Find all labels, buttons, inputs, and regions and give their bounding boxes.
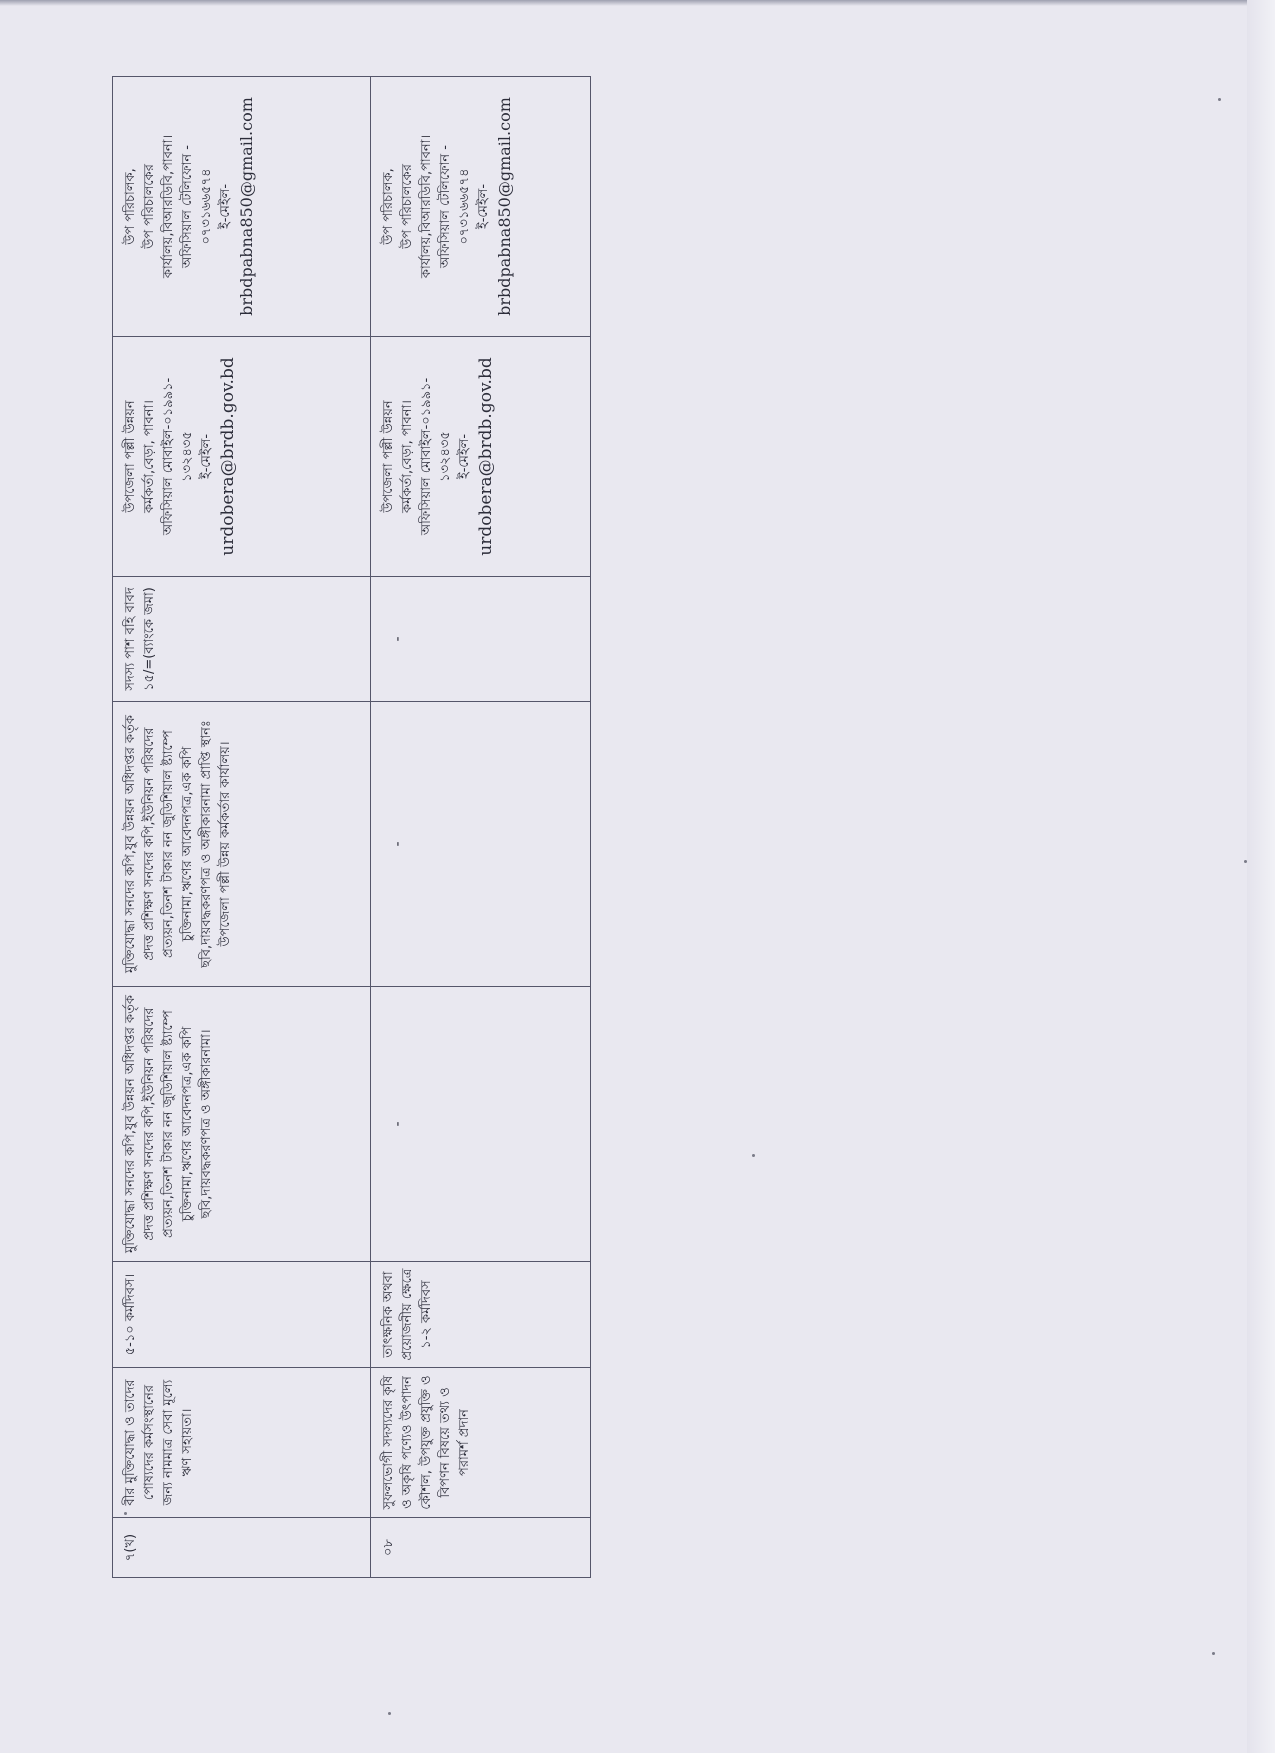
time-cell: তাৎক্ষনিক অথবা প্রয়োজনীয় ক্ষেত্রে ১-২ কর্মদিবস [371, 1262, 591, 1368]
appeal-email: brbdpabna850@gmail.com [237, 97, 256, 316]
serial-cell: ৭(খ) [113, 1518, 371, 1578]
scan-speck [124, 1512, 127, 1515]
appeal-line: কার্যালয়,বিআরডিবি,পাবনা। [419, 134, 434, 279]
appeal-cell [113, 77, 371, 337]
appeal-line: উপ পরিচালক, [123, 168, 138, 245]
officer-cell [113, 337, 371, 577]
officer-email: urdobera@brdb.gov.bd [476, 357, 496, 556]
appeal-line: ই-মেইল- [476, 183, 491, 230]
appeal-line: ই-মেইল- [218, 183, 233, 230]
officer-cell [371, 337, 591, 577]
appeal-line: উপ পরিচালকের [142, 164, 157, 249]
appeal-line: কার্যালয়,বিআরডিবি,পাবনা। [161, 134, 176, 279]
officer-line: ই-মেইল- [457, 433, 472, 480]
service-table [112, 76, 591, 1578]
procedure-cell [371, 702, 591, 987]
docs-cell: মুক্তিযোদ্ধা সনদের কপি,যুব উন্নয়ন অধিদপ্তর কর্তৃক প্রদত্ত প্রশিক্ষণ সনদের কপি,ইউনিয়ন পরিষদের প্রত্যয়ন,তিনশ টাকার নন জুডিশিয়াল ষ্ট্যাম্পে চুক্তিনামা,ঋণের আবেদনপত্র,এক কপি ছবি,দায়বদ্ধকরণপত্র ও অঙ্গীকারনামা। [113, 987, 371, 1262]
appeal-line: উপ পরিচালকের [400, 164, 415, 249]
service-cell: বীর মুক্তিযোদ্ধা ও তাদের পোষ্যদের কর্মসংস্থানের জন্য নামমাত্র সেবা মূল্যে ঋণ সহায়তা। [113, 1368, 371, 1518]
officer-line: উপজেলা পল্লী উন্নয়ন [123, 400, 138, 513]
scan-top-edge [0, 0, 1275, 6]
appeal-cell [371, 77, 591, 337]
officer-line: অফিসিয়াল মোবাইল-০১৯৯১- [161, 377, 176, 536]
procedure-cell: মুক্তিযোদ্ধা সনদের কপি,যুব উন্নয়ন অধিদপ্তর কর্তৃক প্রদত্ত প্রশিক্ষণ সনদের কপি,ইউনিয়ন পরিষদের প্রত্যয়ন,তিনশ টাকার নন জুডিশিয়াল ষ্ট্যাম্পে চুক্তিনামা,ঋণের আবেদনপত্র,এক কপি ছবি,দায়বদ্ধকরণপত্র ও অঙ্গীকারনামা প্রাপ্তি স্থানঃ উপজেলা পল্লী উন্নয় কর্মকর্তার কার্যালয়। [113, 702, 371, 987]
fee-cell [371, 577, 591, 702]
scan-speck [388, 1712, 391, 1715]
officer-line: ১৩২৪৩৫ [180, 431, 195, 482]
empty-dash: - [390, 636, 406, 642]
fee-cell: সদস্য পাশ বহি বাবদ ১৫/=(ব্যাংকে জমা) [113, 577, 371, 702]
officer-line: অফিসিয়াল মোবাইল-০১৯৯১- [419, 377, 434, 536]
empty-dash: - [390, 841, 406, 847]
scan-speck [1244, 860, 1247, 863]
officer-line: কর্মকর্তা,বেড়া, পাবনা। [400, 400, 415, 513]
appeal-line: অফিসিয়াল টেলিফোন - [180, 145, 195, 268]
appeal-line: অফিসিয়াল টেলিফোন - [438, 145, 453, 268]
appeal-email: brbdpabna850@gmail.com [495, 97, 514, 316]
officer-line: কর্মকর্তা,বেড়া, পাবনা। [142, 400, 157, 513]
empty-dash: - [390, 1121, 406, 1127]
service-cell: সুফলভোগী সদস্যদের কৃষি ও অকৃষি পণ্যেও উৎপাদন কৌশল, উপযুক্ত প্রযুক্তি ও বিপণন বিষয়ে তথ্য ও পরামর্শ প্রদান [371, 1368, 591, 1518]
scan-speck [1212, 1652, 1215, 1655]
scan-speck [752, 1154, 755, 1157]
officer-email: urdobera@brdb.gov.bd [218, 357, 238, 556]
serial-cell: ০৮ [371, 1518, 591, 1578]
officer-line: ই-মেইল- [199, 433, 214, 480]
rotated-table-container [112, 77, 590, 1578]
officer-line: ১৩২৪৩৫ [438, 431, 453, 482]
docs-cell [371, 987, 591, 1262]
table-row [371, 77, 591, 1578]
officer-line: উপজেলা পল্লী উন্নয়ন [381, 400, 396, 513]
table-row [113, 77, 371, 1578]
scan-speck [1218, 98, 1221, 101]
time-cell: ৫-১০ কর্মদিবস। [113, 1262, 371, 1368]
appeal-line: উপ পরিচালক, [381, 168, 396, 245]
scan-right-edge [1247, 0, 1275, 1753]
appeal-line: ০৭৩১৬৬৫৭৪ [457, 168, 472, 245]
appeal-line: ০৭৩১৬৬৫৭৪ [199, 168, 214, 245]
